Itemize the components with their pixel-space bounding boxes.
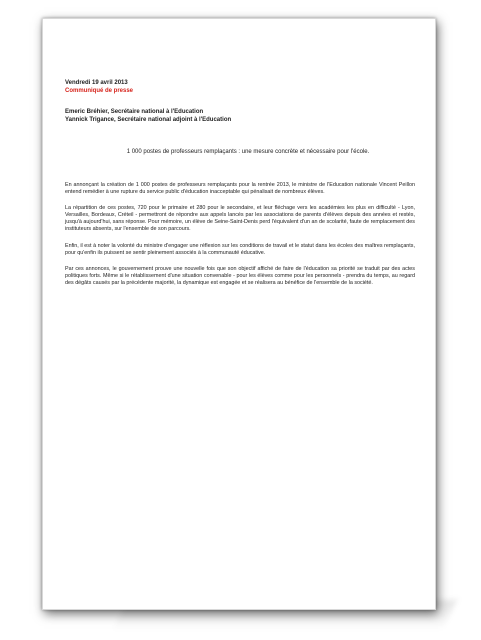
document-body: [65, 182, 415, 287]
author-line: Emeric Bréhier, Secrétaire national à l'Education: [65, 109, 204, 115]
author-line: Yannick Trigance, Secrétaire national adjoint à l'Education: [65, 117, 232, 123]
document-headline: 1 000 postes de professeurs remplaçants : une mesure concrète et nécessaire pour l'école.: [126, 149, 370, 155]
document-kind: Communiqué de presse: [65, 88, 134, 94]
authors-block: [65, 108, 415, 124]
document-page: [42, 18, 436, 610]
body-paragraph: En annonçant la création de 1 000 postes de professeurs remplaçants pour la rentrée 2013, le ministre de l'Education nationale Vincent Peillon entend remédier à une rupture du service public d'éducation inacceptable qui pénalisait de nombreux élèves.: [65, 182, 415, 196]
body-paragraph: Enfin, il est à noter la volonté du ministre d'engager une réflexion sur les conditions de travail et le statut dans les écoles des maîtres remplaçants, pour qu'enfin ils puissent se sentir pleinement associés à la communauté éducative.: [65, 242, 415, 256]
body-paragraph: La répartition de ces postes, 720 pour le primaire et 280 pour le secondaire, et leur fléchage vers les académies les plus en difficulté - Lyon, Versailles, Bordeaux, Créteil - permettront de répondre aux appels lancés par les associations de parents d'élèves depuis des années et restés, jusqu'à aujourd'hui, sans réponse. Pour mémoire, un élève de Seine-Saint-Denis perd l'équivalent d'un an de scolarité, faute de remplacement des instituteurs absents, sur l'ensemble de son parcours.: [65, 205, 415, 233]
body-paragraph: Par ces annonces, le gouvernement prouve une nouvelle fois que son objectif affiché de faire de l'éducation sa priorité se traduit par des actes politiques forts. Même si le rétablissement d'une situation convenable - pour les élèves comme pour les personnels - prendra du temps, au regard des dégâts causés par la précédente majorité, la dynamique est engagée et se réalisera au bénéfice de l'ensemble de la société.: [65, 265, 415, 286]
document-date: Vendredi 19 avril 2013: [65, 80, 128, 86]
document-content: [65, 79, 415, 296]
